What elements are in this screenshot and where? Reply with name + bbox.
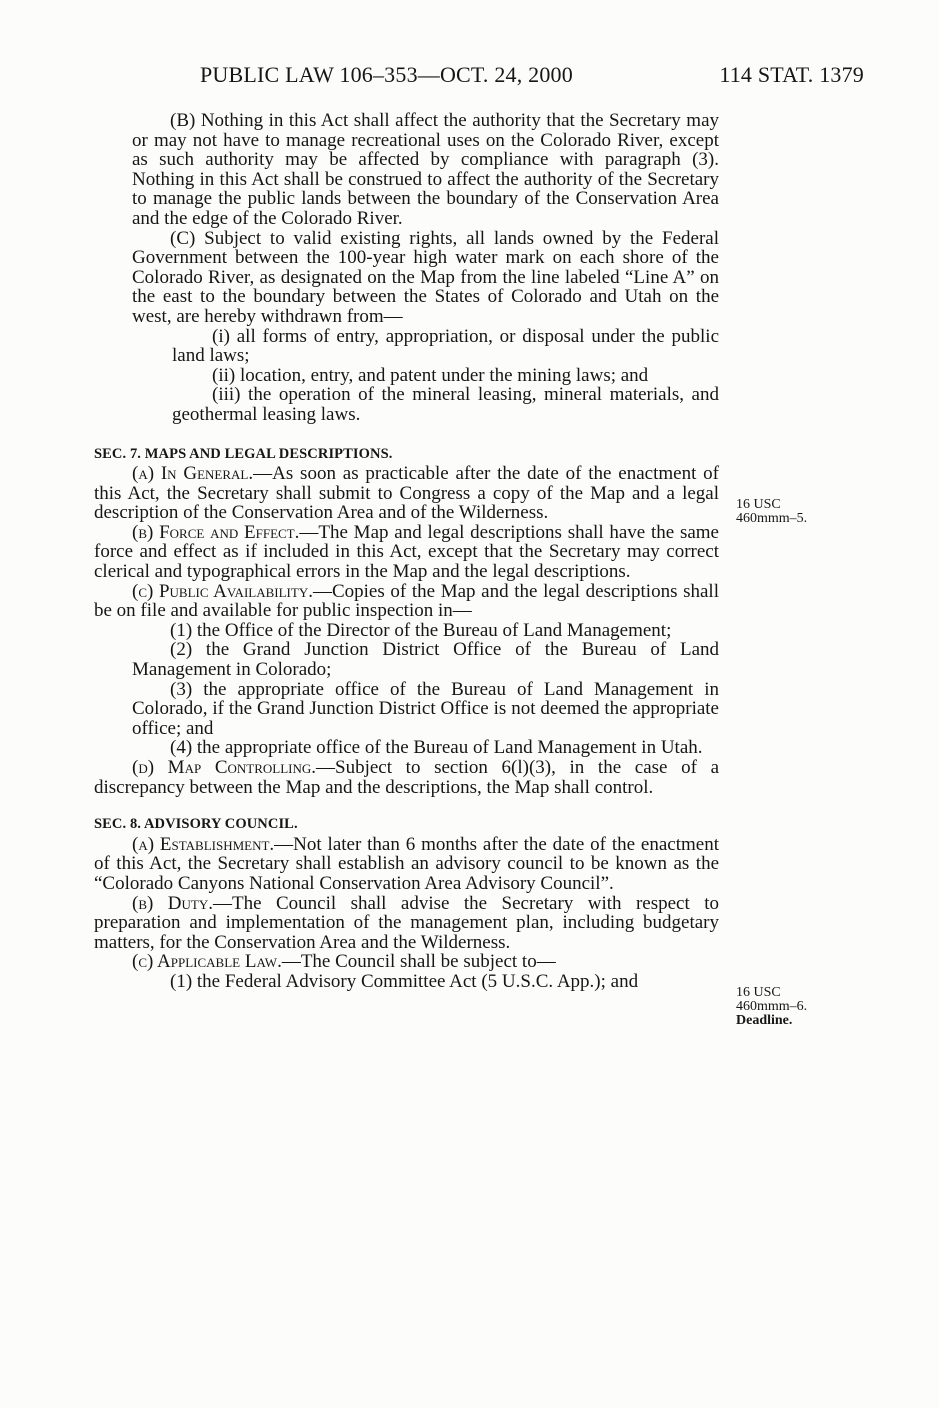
clause-ii: (ii) location, entry, and patent under the mining laws; and (212, 364, 649, 386)
sec7-c-text: —Copies of the Map and the legal descriptions shall be on file and available for public inspection in— (94, 580, 719, 622)
sec7-b-text: —The Map and legal descriptions shall have the same force and effect as if included in this Act, except that the Secretary may correct clerical and typographical errors in the Map and the legal descriptions. (94, 521, 719, 583)
document-body (94, 111, 719, 992)
sec7-d-heading: (d) Map Controlling. (132, 757, 317, 778)
sec7-c-item-1: (1) the Office of the Director of the Bureau of Land Management; (170, 619, 672, 641)
sec7-c-item-4: (4) the appropriate office of the Bureau of Land Management in Utah. (170, 737, 703, 759)
sec7-c-item-2: (2) the Grand Junction District Office of the Bureau of Land Management in Colorado; (132, 639, 719, 681)
section-7-heading: SEC. 7. MAPS AND LEGAL DESCRIPTIONS. (94, 445, 393, 462)
sec8-b-text: —The Council shall advise the Secretary with respect to preparation and implementation of the management plan, including budgetary matters, for the Conservation Area and the Wilderness. (94, 892, 719, 953)
sec7-subsection-c (94, 582, 719, 621)
margin-note-usc: 16 USC (736, 497, 781, 512)
sec8-subsection-a (94, 835, 719, 894)
sec7-subsection-b (94, 523, 719, 582)
sec7-subsection-a (94, 464, 719, 523)
statute-page-number: 114 STAT. 1379 (719, 62, 864, 87)
sec8-a-heading: (a) Establishment. (132, 833, 275, 855)
page-header (200, 62, 864, 92)
margin-note-usc: 16 USC (736, 985, 781, 1000)
margin-note-section: 460mmm–5. (736, 511, 808, 526)
sec7-b-heading: (b) Force and Effect. (132, 521, 300, 543)
sec8-b-heading: (b) Duty. (132, 892, 213, 914)
running-title: PUBLIC LAW 106–353—OCT. 24, 2000 (200, 62, 573, 87)
margin-note-deadline: Deadline. (736, 1013, 793, 1028)
sec7-subsection-d (94, 758, 719, 797)
sec7-d-text: —Subject to section 6(l)(3), in the case of a discrepancy between the Map and the descriptions, the Map shall control. (94, 757, 720, 798)
sec7-a-heading: (a) In General. (132, 463, 254, 485)
margin-note-sec7 (736, 498, 807, 526)
sec8-subsection-c (94, 952, 719, 972)
section-8-heading: SEC. 8. ADVISORY COUNCIL. (94, 816, 298, 833)
margin-note-section: 460mmm–6. (736, 999, 808, 1014)
paragraph-b: (B) Nothing in this Act shall affect the authority that the Secretary may or may not have to manage recreational uses on the Colorado River, except as such authority may be affected by compliance with paragraph (3). Nothing in this Act shall be construed to affect the authority of the Secretary to manage the public lands between the boundary of the Conservation Area and the edge of the Colorado River. (132, 110, 719, 229)
sec8-c-text: —The Council shall be subject to— (281, 951, 556, 973)
clause-iii: (iii) the operation of the mineral leasing, mineral materials, and geothermal leasing laws. (172, 384, 719, 425)
sec8-c-item-1: (1) the Federal Advisory Committee Act (5 U.S.C. App.); and (170, 970, 639, 992)
paragraph-c: (C) Subject to valid existing rights, all lands owned by the Federal Government between the 100-year high water mark on each shore of the Colorado River, as designated on the Map from the line labeled “Line A” on the east to the boundary between the States of Colorado and Utah on the west, are hereby withdrawn from— (132, 227, 719, 327)
sec7-c-item-3: (3) the appropriate office of the Bureau of Land Management in Colorado, if the Grand Junction District Office is not deemed the appropriate office; and (132, 678, 719, 739)
margin-note-sec8 (736, 986, 807, 1028)
sec7-a-text: —As soon as practicable after the date of the enactment of this Act, the Secretary shall submit to Congress a copy of the Map and a legal description of the Conservation Area and of the Wilderness. (94, 463, 719, 524)
sec8-subsection-b (94, 894, 719, 953)
sec8-a-text: —Not later than 6 months after the date of the enactment of this Act, the Secretary shall establish an advisory council to be known as the “Colorado Canyons National Conservation Area Advisory Council”. (94, 833, 719, 894)
sec7-c-heading: (c) Public Availability. (132, 580, 313, 602)
clause-i: (i) all forms of entry, appropriation, or disposal under the public land laws; (172, 325, 719, 367)
sec8-c-heading: (c) Applicable Law. (132, 951, 282, 973)
